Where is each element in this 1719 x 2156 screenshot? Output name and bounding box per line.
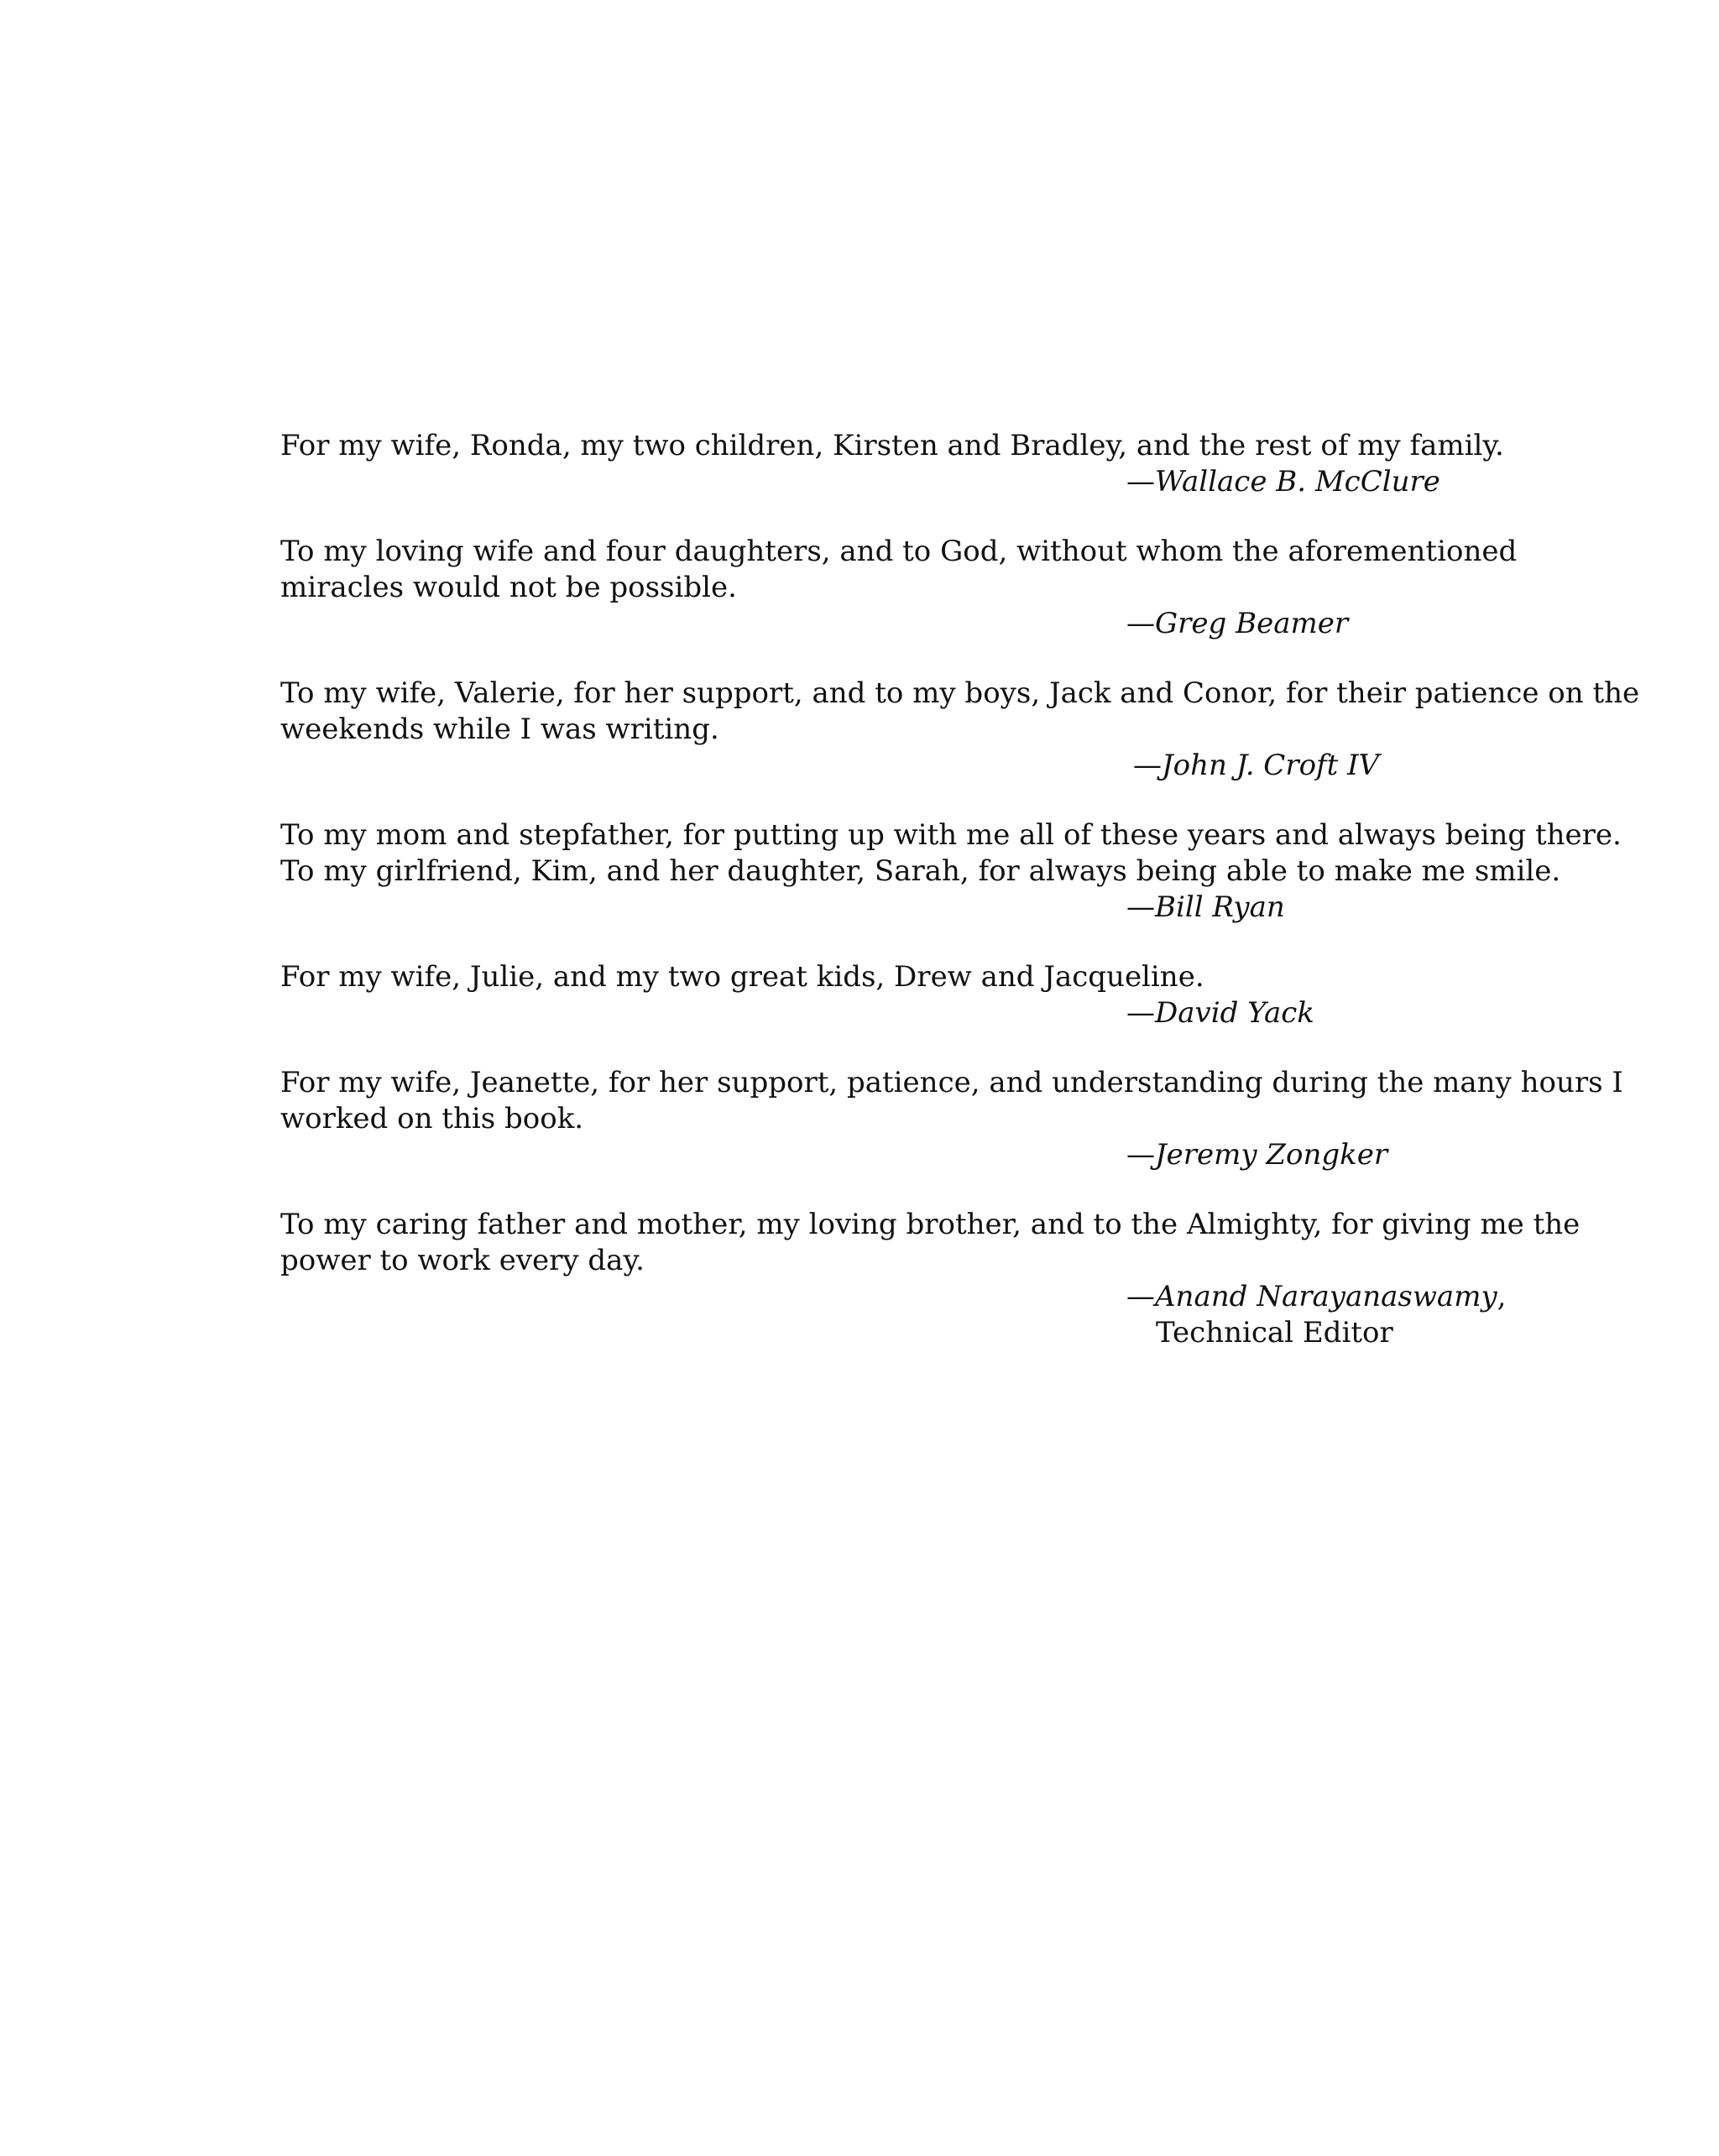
- author-name: David Yack: [1155, 996, 1314, 1030]
- author-name: Bill Ryan: [1155, 890, 1285, 924]
- signature-dash: —: [1126, 465, 1155, 499]
- signature-dash: —: [1126, 890, 1155, 924]
- dedication-text: For my wife, Julie, and my two great kids, Drew and Jacqueline.: [280, 960, 1204, 994]
- dedication-text: To my loving wife and four daughters, and to God, without whom the aforementioned miracles would not be possible.: [280, 535, 1518, 604]
- author-name: Jeremy Zongker: [1155, 1138, 1388, 1172]
- signature-dash: —: [1126, 1138, 1155, 1172]
- dedication-signature: [1126, 464, 1640, 500]
- dedication-signature: [1126, 995, 1640, 1031]
- dedication-signature: [1126, 890, 1640, 926]
- dedication-signature: [1126, 606, 1640, 642]
- dedication-text: For my wife, Jeanette, for her support, patience, and understanding during the many hours I worked on this book.: [280, 1066, 1623, 1135]
- dedication-signature: [1126, 1279, 1640, 1315]
- dedication-item: [280, 534, 1640, 642]
- dedication-text: For my wife, Ronda, my two children, Kirsten and Bradley, and the rest of my family.: [280, 429, 1504, 462]
- author-name: Greg Beamer: [1155, 607, 1349, 640]
- author-name: Wallace B. McClure: [1155, 465, 1440, 499]
- dedications-list: [280, 428, 1640, 1385]
- signature-dash: —: [1133, 749, 1162, 782]
- signature-dash: —: [1126, 607, 1155, 640]
- dedication-item: [280, 676, 1640, 784]
- dedication-signature: [1133, 748, 1640, 784]
- dedication-text: To my caring father and mother, my loving brother, and to the Almighty, for giving me the power to work every day.: [280, 1208, 1581, 1277]
- author-name: John J. Croft IV: [1162, 749, 1380, 782]
- author-role: Technical Editor: [1156, 1316, 1393, 1349]
- dedication-text: To my mom and stepfather, for putting up with me all of these years and always being there. To my girlfriend, Kim, and her daughter, Sarah, for always being able to make me smile.: [280, 818, 1622, 888]
- signature-dash: —: [1126, 1280, 1155, 1313]
- dedication-item: [280, 817, 1640, 926]
- dedication-item: [280, 1065, 1640, 1173]
- dedication-item: [280, 428, 1640, 500]
- dedication-item: [280, 959, 1640, 1031]
- dedication-text: To my wife, Valerie, for her support, and to my boys, Jack and Conor, for their patience on the weekends while I was writing.: [280, 676, 1640, 746]
- author-name: Anand Narayanaswamy: [1155, 1280, 1497, 1313]
- dedication-signature: [1126, 1137, 1640, 1173]
- author-suffix: ,: [1497, 1280, 1507, 1313]
- signature-dash: —: [1126, 996, 1155, 1030]
- dedication-item: [280, 1207, 1640, 1351]
